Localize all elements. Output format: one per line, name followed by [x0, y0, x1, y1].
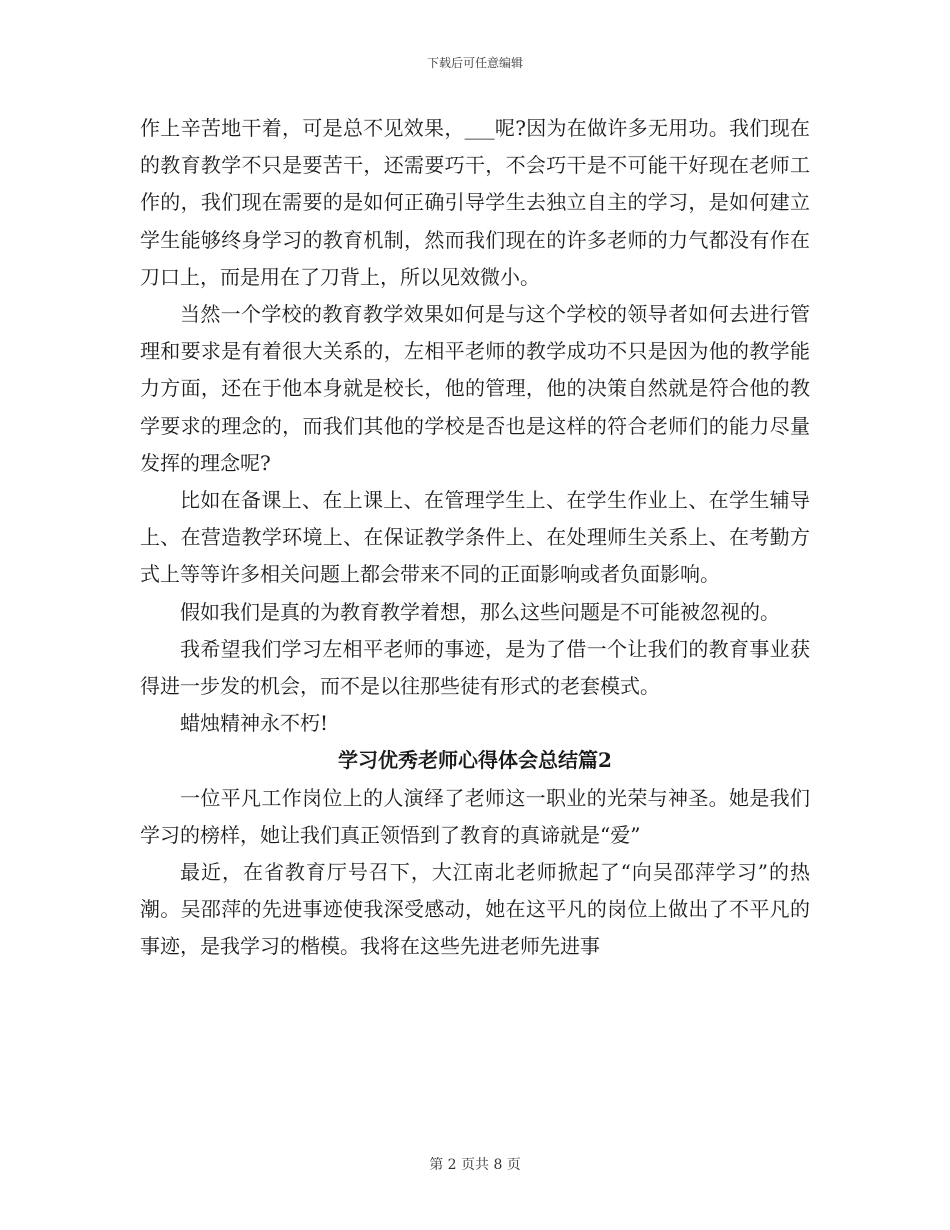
section-title: 学习优秀老师心得体会总结篇2 [338, 748, 612, 773]
paragraph-candle-spirit: 蜡烛精神永不朽! [180, 711, 329, 736]
paragraph-learning-campaign: 最近，在省教育厅号召下，大江南北老师掀起了“向吴邵萍学习”的热潮。吴邵萍的先进事迹使我深受感动，她在这平凡的岗位上做出了不平凡的事迹，是我学习的楷模。我将在这些先进老师先进事 [140, 860, 810, 959]
document-body [140, 110, 810, 966]
paragraph-examples: 比如在备课上、在上课上、在管理学生上、在学生作业上、在学生辅导上、在营造教学环境上、在保证教学条件上、在处理师生关系上、在考勤方式上等等许多相关问题上都会带来不同的正面影响或者负面影响。 [140, 488, 810, 587]
paragraph-school-leadership: 当然一个学校的教育教学效果如何是与这个学校的领导者如何去进行管理和要求是有着很大关系的，左相平老师的教学成功不只是因为他的教学能力方面，还在于他本身就是校长，他的管理，他的决策自然就是符合他的教学要求的理念的，而我们其他的学校是否也是这样的符合老师们的能力尽量发挥的理念呢? [140, 302, 810, 475]
paragraph-hope: 我希望我们学习左相平老师的事迹，是为了借一个让我们的教育事业获得进一步发的机会，而不是以往那些徒有形式的老套模式。 [140, 636, 810, 699]
paragraph-not-ignored: 假如我们是真的为教育教学着想，那么这些问题是不可能被忽视的。 [180, 599, 780, 624]
paragraph-role-model: 一位平凡工作岗位上的人演绎了老师这一职业的光荣与神圣。她是我们学习的榜样，她让我们真正领悟到了教育的真谛就是“爱” [140, 785, 810, 847]
page-header-note: 下载后可任意编辑 [426, 56, 523, 70]
page-number: 第 2 页共 8 页 [429, 1157, 521, 1173]
paragraph-continued: 作上辛苦地干着，可是总不见效果，___呢?因为在做许多无用功。我们现在的教育教学不只是要苦干，还需要巧干，不会巧干是不可能干好现在老师工作的，我们现在需要的是如何正确引导学生去独立自主的学习，是如何建立学生能够终身学习的教育机制，然而我们现在的许多老师的力气都没有作在刀口上，而是用在了刀背上，所以见效微小。 [140, 116, 810, 289]
